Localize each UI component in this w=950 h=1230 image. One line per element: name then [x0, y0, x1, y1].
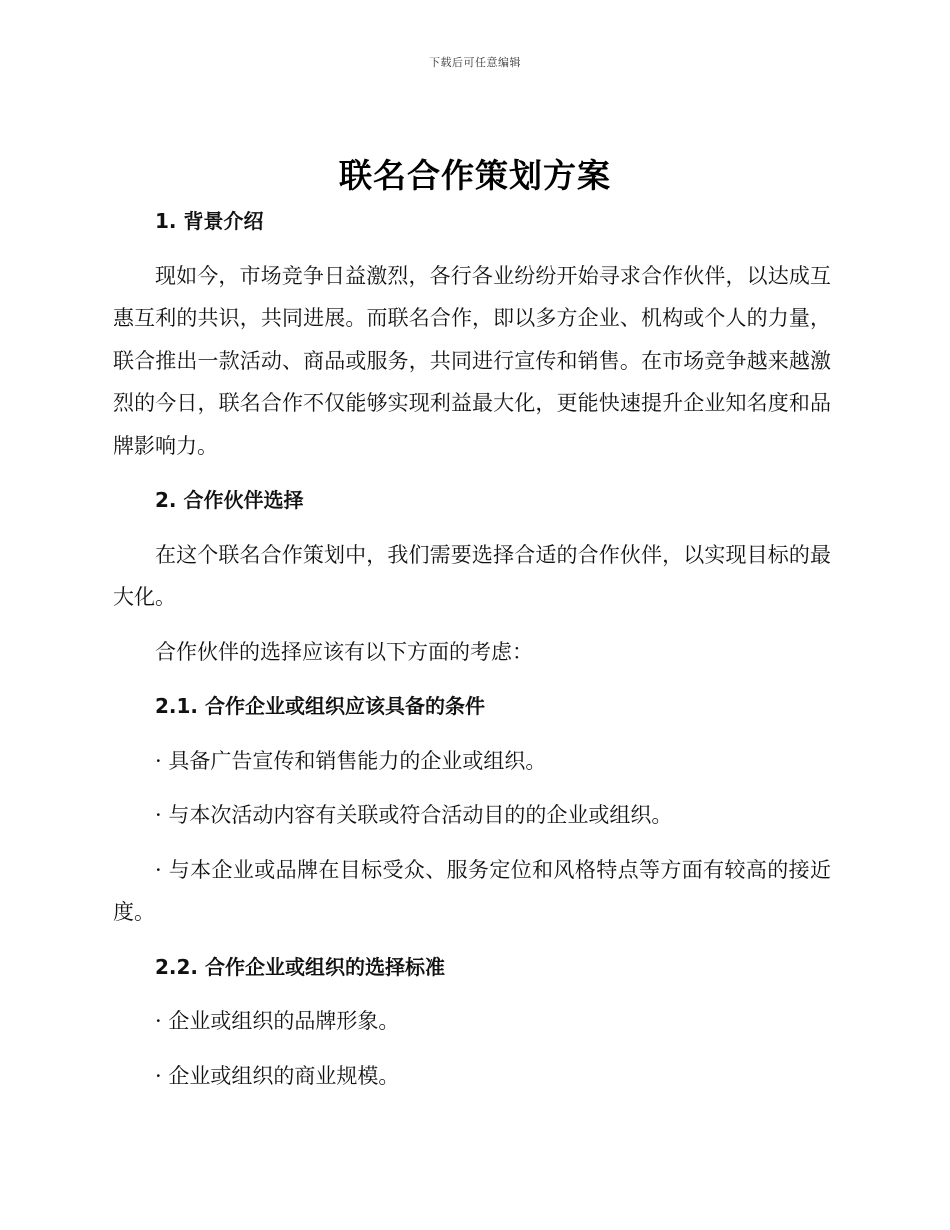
bullet-item: · 具备广告宣传和销售能力的企业或组织。: [155, 748, 547, 773]
header-note: 下载后可任意编辑: [429, 56, 521, 69]
bullet-item: · 企业或组织的品牌形象。: [155, 1009, 400, 1033]
paragraph-partner-intro: 在这个联名合作策划中，我们需要选择合适的合作伙伴，以实现目标的最大化。: [113, 542, 831, 609]
bullet-item: · 与本企业或品牌在目标受众、服务定位和风格特点等方面有较高的接近度。: [113, 857, 831, 924]
bullet-item: · 企业或组织的商业规模。: [155, 1063, 400, 1088]
section-heading-partner-selection: 2. 合作伙伴选择: [155, 488, 304, 512]
subsection-heading-conditions: 2.1. 合作企业或组织应该具备的条件: [155, 694, 485, 718]
bullet-item: · 与本次活动内容有关联或符合活动目的的企业或组织。: [155, 803, 673, 827]
paragraph-background: 现如今，市场竞争日益激烈，各行各业纷纷开始寻求合作伙伴，以达成互惠互利的共识，共同进展。而联名合作，即以多方企业、机构或个人的力量，联合推出一款活动、商品或服务，共同进行宣传和销售。在市场竞争越来越激烈的今日，联名合作不仅能够实现利益最大化，更能快速提升企业知名度和品牌影响力。: [113, 263, 831, 458]
section-heading-background: 1. 背景介绍: [155, 209, 264, 233]
document-title: 联名合作策划方案: [339, 156, 611, 195]
subsection-heading-criteria: 2.2. 合作企业或组织的选择标准: [155, 954, 445, 979]
paragraph-partner-considerations: 合作伙伴的选择应该有以下方面的考虑：: [155, 639, 533, 664]
document-body: [113, 200, 831, 1109]
